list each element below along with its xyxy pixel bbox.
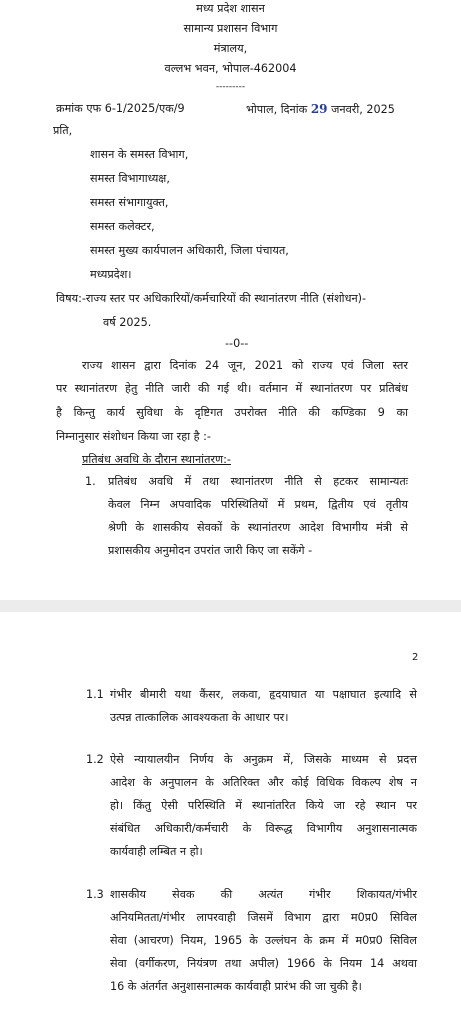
item-1-2-line: संबंधित अधिकारी/कर्मचारी के विरूद्ध विभागीय अनुशासनात्मक	[110, 822, 417, 835]
header-rule: ---------	[215, 82, 246, 92]
point-1-number: 1.	[85, 475, 96, 488]
addressee-line: समस्त कलेक्टर,	[90, 220, 155, 233]
item-1-2-number: 1.2	[86, 753, 104, 766]
item-1-1-number: 1.1	[86, 688, 104, 701]
item-1-3-line: सेवा (वर्गीकरण, नियंत्रण तथा अपील) 1966 के नियम 14 अथवा	[110, 957, 417, 970]
reference-date-day: 29	[310, 102, 328, 116]
intro-line: निम्नानुसार संशोधन किया जा रहा है :-	[56, 430, 211, 443]
subject-line-1: विषय:-राज्य स्तर पर अधिकारियों/कर्मचारियों की स्थानांतरण नीति (संशोधन)-	[56, 292, 367, 305]
addressee-line: मध्यप्रदेश।	[90, 268, 132, 281]
addressee-line: शासन के समस्त विभाग,	[90, 148, 189, 161]
item-1-3-number: 1.3	[86, 888, 104, 901]
point-1-line: केवल निम्न अपवादिक परिस्थितियों में प्रथम, द्वितीय एवं तृतीय	[108, 498, 408, 511]
reference-number: क्रमांक एफ 6-1/2025/एक/9	[56, 102, 185, 115]
item-1-3-line: अनियमितता/गंभीर लापरवाही जिसमें विभाग द्वारा म0प्र0 सिविल	[110, 911, 417, 924]
item-1-2-line: आदेश के अनुपालन के अतिरिक्त और कोई विधिक विकल्प शेष न	[110, 776, 417, 789]
point-1-line: श्रेणी के शासकीय सेवकों के स्थानांतरण आदेश विभागीय मंत्री से	[108, 521, 408, 534]
item-1-2-line: ऐसे न्यायालयीन निर्णय के अनुक्रम में, जिसके माध्यम से प्रदत्त	[110, 753, 417, 766]
addressee-line: समस्त संभागायुक्त,	[90, 196, 169, 209]
page-number: 2	[412, 652, 419, 663]
addressee-line: समस्त मुख्य कार्यपालन अधिकारी, जिला पंचायत,	[90, 244, 289, 257]
item-1-3-line: 16 के अंतर्गत अनुशासनात्मक कार्यवाही प्रारंभ की जा चुकी है।	[110, 980, 362, 993]
point-1-line: प्रतिबंध अवधि में तथा स्थानांतरण नीति से हटकर सामान्यतः	[108, 475, 408, 488]
addressee-line: समस्त विभागाध्यक्ष,	[90, 172, 170, 185]
header-government: मध्य प्रदेश शासन	[196, 2, 265, 15]
intro-line: राज्य शासन द्वारा दिनांक 24 जून, 2021 को राज्य एवं जिला स्तर	[82, 359, 408, 372]
subject-line-2: वर्ष 2025.	[103, 316, 152, 329]
reference-date-month-year: जनवरी, 2025	[331, 103, 395, 116]
intro-line: पर स्थानांतरण हेतु नीति जारी की गई थी। वर्तमान में स्थानांतरण पर प्रतिबंध	[56, 382, 408, 395]
document-page-2	[0, 612, 461, 1024]
reference-date	[246, 102, 395, 117]
item-1-2-line: हो। किंतु ऐसी परिस्थिति में स्थानांतरित किये जा रहे स्थान पर	[110, 799, 417, 812]
divider: --0--	[225, 337, 249, 350]
header-address: वल्लभ भवन, भोपाल-462004	[164, 62, 297, 75]
point-1-line: प्रशासकीय अनुमोदन उपरांत जारी किए जा सकेंगे -	[108, 544, 313, 557]
intro-line: है किन्तु कार्य सुविधा के दृष्टिगत उपरोक्त नीति की कण्डिका 9 का	[56, 406, 408, 419]
item-1-2-line: कार्यवाही लम्बित न हो।	[110, 845, 203, 858]
item-1-3-line: सेवा (आचरण) नियम, 1965 के उल्लंघन के क्रम में म0प्र0 सिविल	[110, 934, 417, 947]
item-1-3-line: शासकीय सेवक की अत्यंत गंभीर शिकायत/गंभीर	[110, 888, 417, 901]
item-1-1-line: उत्पन्न तात्कालिक आवश्यकता के आधार पर।	[110, 711, 289, 724]
reference-date-prefix: भोपाल, दिनांक	[246, 103, 308, 116]
addressee-prati: प्रति,	[53, 124, 73, 137]
section-heading: प्रतिबंध अवधि के दौरान स्थानांतरण:-	[82, 453, 231, 466]
header-ministry: मंत्रालय,	[213, 42, 248, 55]
header-department: सामान्य प्रशासन विभाग	[183, 22, 278, 35]
item-1-1-line: गंभीर बीमारी यथा कैंसर, लकवा, हृदयाघात या पक्षाघात इत्यादि से	[110, 688, 417, 701]
